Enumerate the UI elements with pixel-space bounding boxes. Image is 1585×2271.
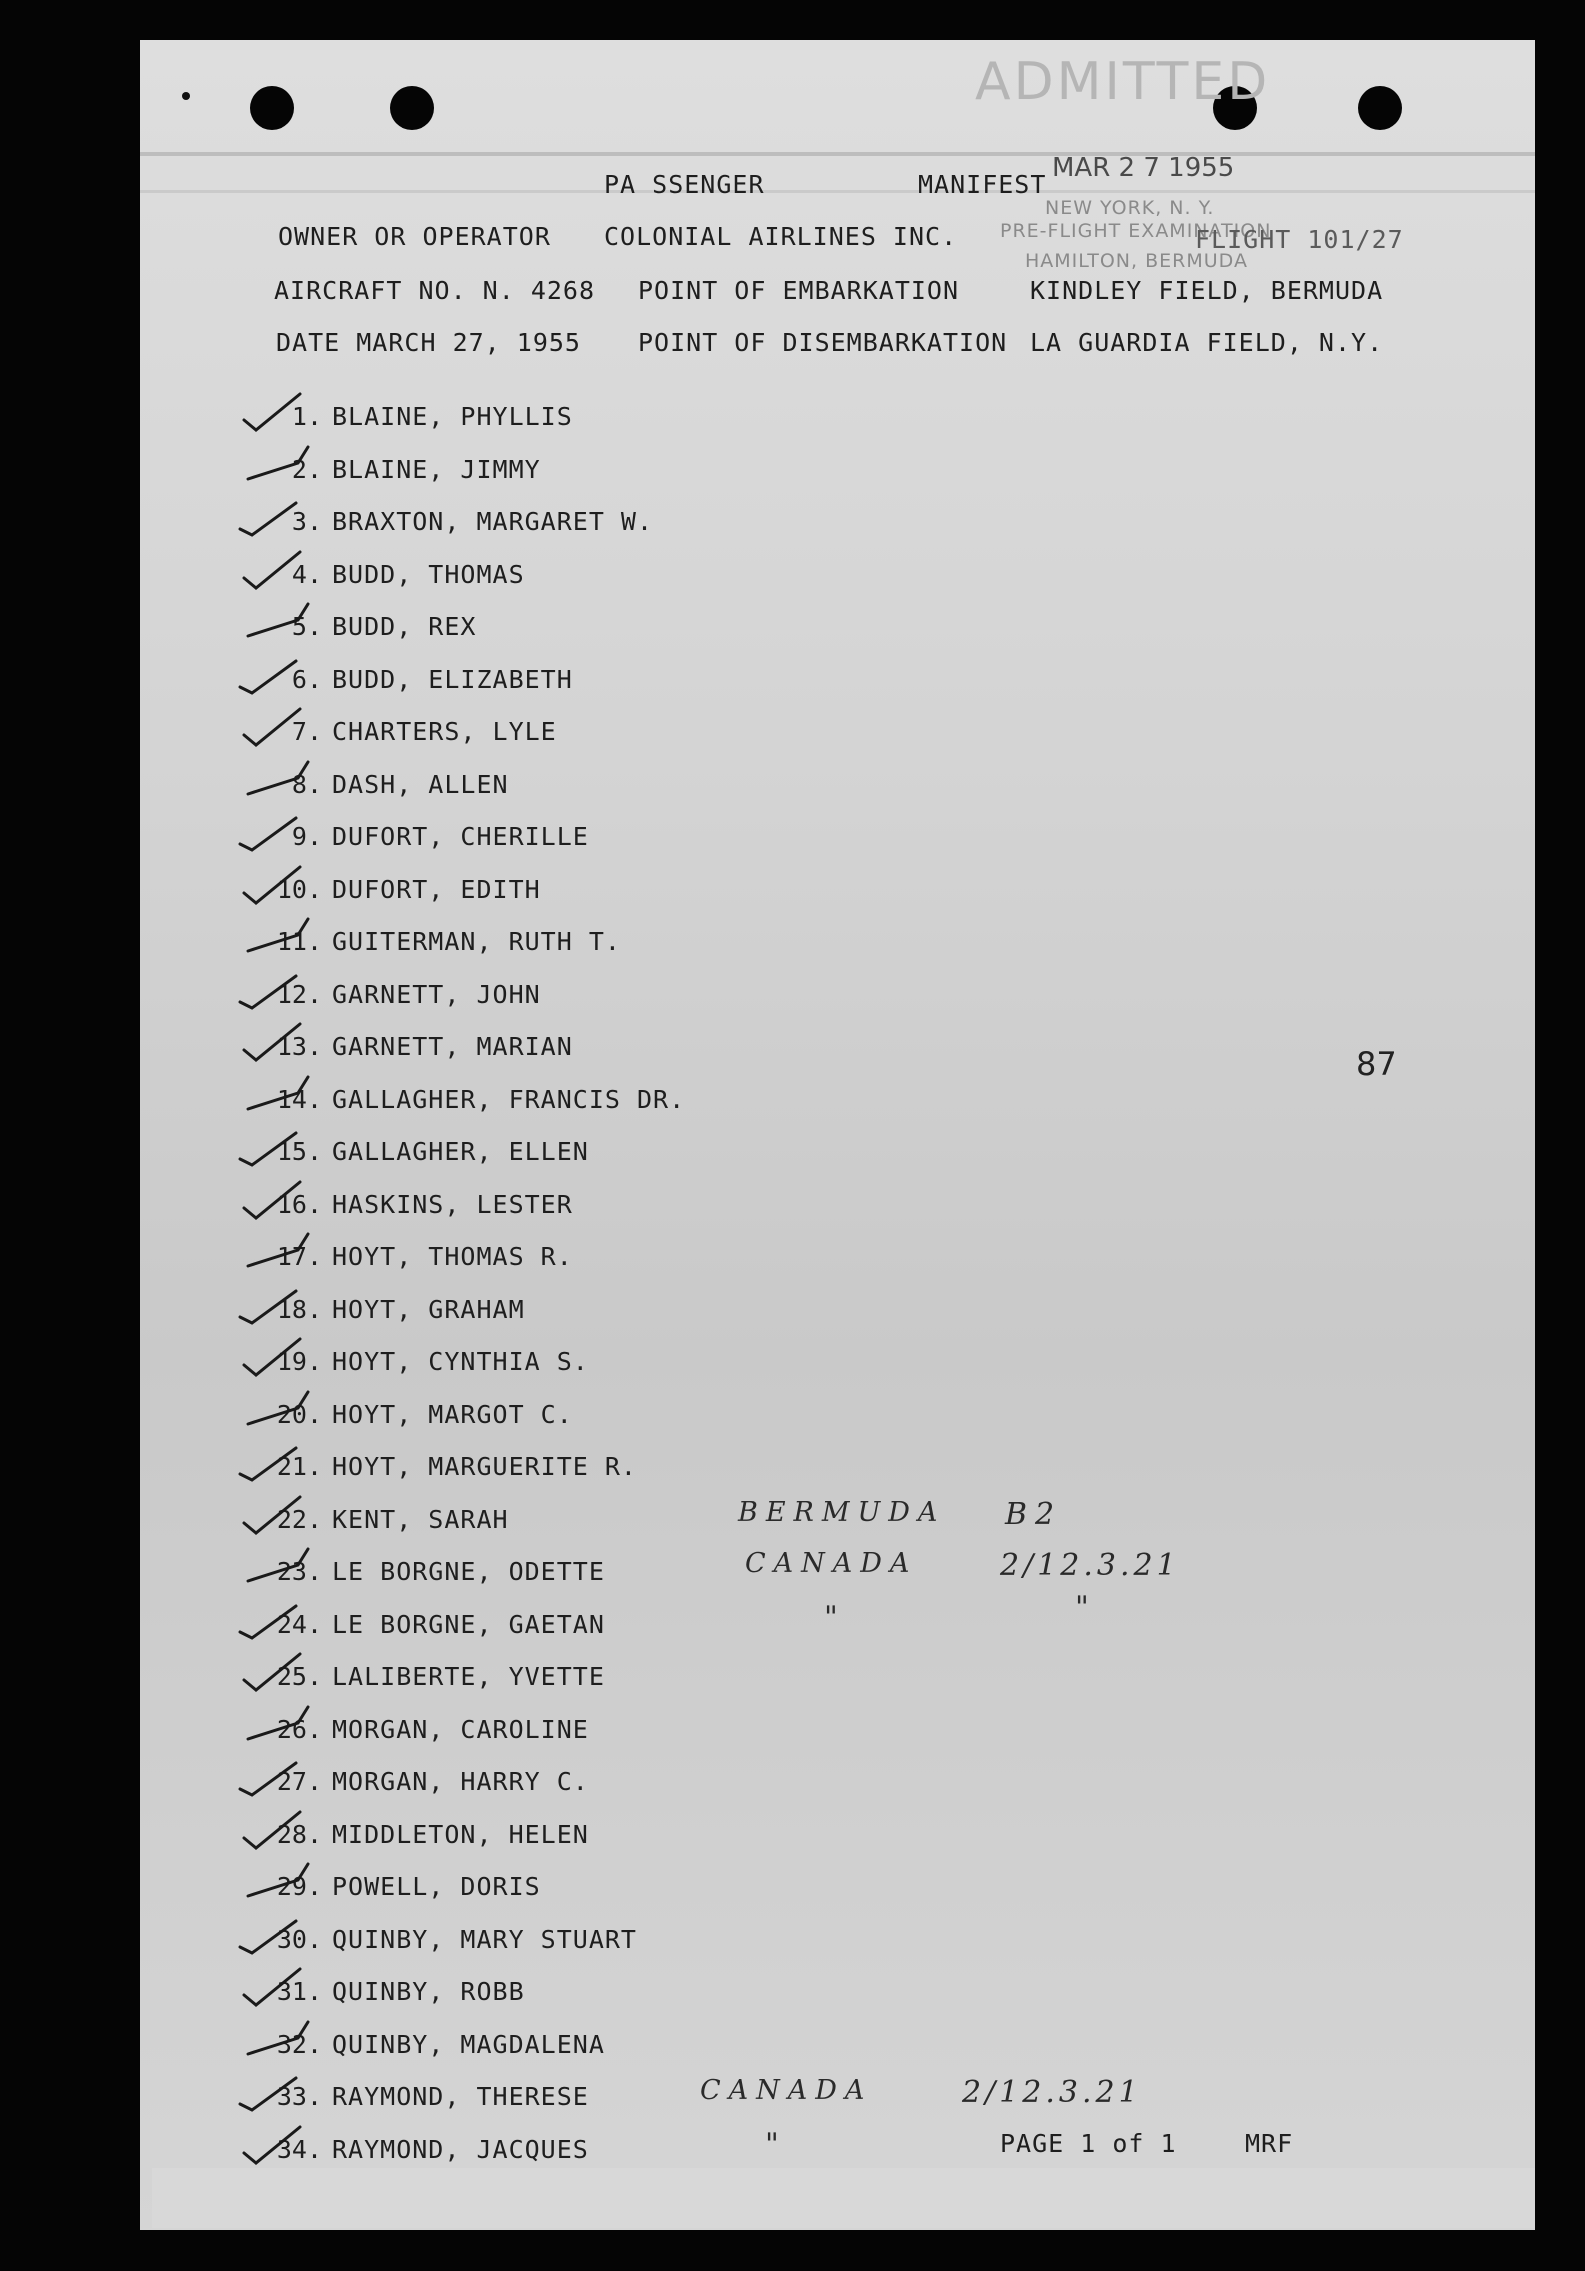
punch-hole-icon	[250, 86, 294, 130]
checkmark-icon	[238, 1545, 318, 1593]
passenger-name: MORGAN, CAROLINE	[332, 1715, 589, 1744]
passenger-name: HOYT, MARGOT C.	[332, 1400, 573, 1429]
passenger-number: 19.	[276, 1347, 322, 1376]
passenger-name: RAYMOND, THERESE	[332, 2082, 589, 2111]
passenger-number: 31.	[276, 1977, 322, 2006]
handwritten-bermuda: BERMUDA	[738, 1497, 946, 1528]
passenger-name: GUITERMAN, RUTH T.	[332, 927, 621, 956]
passenger-number: 13.	[276, 1032, 322, 1061]
checkmark-icon	[238, 1755, 318, 1803]
passenger-name: HOYT, GRAHAM	[332, 1295, 525, 1324]
checkmark-icon	[238, 390, 318, 438]
passenger-name: BUDD, THOMAS	[332, 560, 525, 589]
passenger-name: GALLAGHER, FRANCIS DR.	[332, 1085, 686, 1114]
passenger-name: DUFORT, CHERILLE	[332, 822, 589, 851]
passenger-name: BLAINE, PHYLLIS	[332, 402, 573, 431]
checkmark-icon	[238, 495, 318, 543]
passenger-number: 2.	[291, 455, 322, 484]
passenger-number: 8.	[291, 770, 322, 799]
passenger-name: HOYT, THOMAS R.	[332, 1242, 573, 1271]
passenger-name: CHARTERS, LYLE	[332, 717, 557, 746]
passenger-name: MIDDLETON, HELEN	[332, 1820, 589, 1849]
title-passenger: PA SSENGER	[604, 170, 765, 199]
flight-number: FLIGHT 101/27	[1195, 225, 1404, 254]
passenger-number: 18.	[276, 1295, 322, 1324]
passenger-name: BRAXTON, MARGARET W.	[332, 507, 654, 536]
checkmark-icon	[238, 1283, 318, 1331]
manifest-page	[140, 40, 1535, 2230]
passenger-name: GALLAGHER, ELLEN	[332, 1137, 589, 1166]
passenger-number: 33.	[276, 2082, 322, 2111]
clerk-initials: MRF	[1245, 2129, 1294, 2158]
passenger-name: BLAINE, JIMMY	[332, 455, 541, 484]
checkmark-icon	[238, 810, 318, 858]
stamp-examination: PRE-FLIGHT EXAMINATION	[1000, 220, 1272, 242]
checkmark-icon	[238, 1913, 318, 1961]
passenger-name: POWELL, DORIS	[332, 1872, 541, 1901]
checkmark-icon	[238, 2070, 318, 2118]
handwritten-code: 2/12.3.21	[962, 2075, 1142, 2110]
checkmark-icon	[238, 2018, 318, 2066]
passenger-number: 15.	[276, 1137, 322, 1166]
manifest-date: DATE MARCH 27, 1955	[276, 328, 581, 357]
checkmark-icon	[238, 1598, 318, 1646]
passenger-name: BUDD, ELIZABETH	[332, 665, 573, 694]
checkmark-icon	[238, 1965, 318, 2013]
checkmark-icon	[238, 1440, 318, 1488]
passenger-name: DASH, ALLEN	[332, 770, 509, 799]
checkmark-icon	[238, 548, 318, 596]
passenger-number: 20.	[276, 1400, 322, 1429]
passenger-name: QUINBY, MAGDALENA	[332, 2030, 605, 2059]
passenger-number: 14.	[276, 1085, 322, 1114]
passenger-name: GARNETT, JOHN	[332, 980, 541, 1009]
passenger-name: HOYT, MARGUERITE R.	[332, 1452, 637, 1481]
stamp-location: NEW YORK, N. Y.	[1045, 197, 1215, 219]
title-manifest: MANIFEST	[918, 170, 1047, 199]
passenger-name: LE BORGNE, GAETAN	[332, 1610, 605, 1639]
owner-label: OWNER OR OPERATOR	[278, 222, 551, 251]
checkmark-icon	[238, 758, 318, 806]
passenger-number: 32.	[276, 2030, 322, 2059]
admitted-stamp: ADMITTED	[975, 52, 1271, 112]
passenger-number: 25.	[276, 1662, 322, 1691]
passenger-name: DUFORT, EDITH	[332, 875, 541, 904]
passenger-number: 9.	[291, 822, 322, 851]
passenger-number: 3.	[291, 507, 322, 536]
handwritten-code: B2	[1005, 1497, 1063, 1532]
handwritten-ditto: "	[824, 1600, 846, 1635]
checkmark-icon	[238, 1493, 318, 1541]
embarkation-label: POINT OF EMBARKATION	[638, 276, 960, 305]
handwritten-canada: CANADA	[700, 2075, 873, 2106]
checkmark-icon	[238, 1388, 318, 1436]
handwritten-ditto: "	[765, 2127, 787, 2162]
passenger-number: 22.	[276, 1505, 322, 1534]
aircraft-number: AIRCRAFT NO. N. 4268	[274, 276, 596, 305]
stamp-date: MAR 2 7 1955	[1052, 153, 1235, 183]
checkmark-icon	[238, 968, 318, 1016]
passenger-number: 27.	[276, 1767, 322, 1796]
passenger-number: 34.	[276, 2135, 322, 2164]
checkmark-icon	[238, 705, 318, 753]
passenger-name: HOYT, CYNTHIA S.	[332, 1347, 589, 1376]
fold-line-lower	[140, 190, 1535, 193]
passenger-name: KENT, SARAH	[332, 1505, 509, 1534]
checkmark-icon	[238, 600, 318, 648]
disembarkation-value: LA GUARDIA FIELD, N.Y.	[1030, 328, 1384, 357]
passenger-name: GARNETT, MARIAN	[332, 1032, 573, 1061]
passenger-name: LE BORGNE, ODETTE	[332, 1557, 605, 1586]
checkmark-icon	[238, 863, 318, 911]
passenger-number: 1.	[291, 402, 322, 431]
passenger-number: 23.	[276, 1557, 322, 1586]
punch-hole-icon	[1358, 86, 1402, 130]
passenger-name: LALIBERTE, YVETTE	[332, 1662, 605, 1691]
checkmark-icon	[238, 1335, 318, 1383]
checkmark-icon	[238, 1230, 318, 1278]
passenger-name: BUDD, REX	[332, 612, 477, 641]
fold-line	[140, 152, 1535, 156]
passenger-name: RAYMOND, JACQUES	[332, 2135, 589, 2164]
passenger-number: 11.	[276, 927, 322, 956]
punch-hole-icon	[390, 86, 434, 130]
checkmark-icon	[238, 1125, 318, 1173]
handwritten-code: 2/12.3.21	[1000, 1548, 1180, 1583]
checkmark-icon	[238, 2123, 318, 2171]
checkmark-icon	[238, 1703, 318, 1751]
handwritten-ditto: "	[1075, 1590, 1097, 1625]
checkmark-icon	[238, 443, 318, 491]
passenger-number: 7.	[291, 717, 322, 746]
page-count: PAGE 1 of 1	[1000, 2129, 1177, 2158]
speck	[182, 92, 190, 100]
checkmark-icon	[238, 1808, 318, 1856]
passenger-number: 28.	[276, 1820, 322, 1849]
passenger-number: 29.	[276, 1872, 322, 1901]
checkmark-icon	[238, 1020, 318, 1068]
passenger-number: 30.	[276, 1925, 322, 1954]
passenger-number: 21.	[276, 1452, 322, 1481]
passenger-number: 17.	[276, 1242, 322, 1271]
checkmark-icon	[238, 1650, 318, 1698]
checkmark-icon	[238, 1178, 318, 1226]
passenger-name: MORGAN, HARRY C.	[332, 1767, 589, 1796]
embarkation-value: KINDLEY FIELD, BERMUDA	[1030, 276, 1384, 305]
passenger-number: 16.	[276, 1190, 322, 1219]
owner-value: COLONIAL AIRLINES INC.	[604, 222, 958, 251]
page-number: 87	[1356, 1045, 1397, 1083]
handwritten-canada: CANADA	[745, 1548, 918, 1579]
passenger-name: QUINBY, MARY STUART	[332, 1925, 637, 1954]
stamp-city: HAMILTON, BERMUDA	[1025, 250, 1248, 272]
page-bottom-edge	[152, 2168, 1535, 2228]
passenger-number: 10.	[276, 875, 322, 904]
passenger-name: QUINBY, ROBB	[332, 1977, 525, 2006]
passenger-name: HASKINS, LESTER	[332, 1190, 573, 1219]
checkmark-icon	[238, 1073, 318, 1121]
checkmark-icon	[238, 653, 318, 701]
disembarkation-label: POINT OF DISEMBARKATION	[638, 328, 1008, 357]
passenger-number: 6.	[291, 665, 322, 694]
passenger-number: 24.	[276, 1610, 322, 1639]
checkmark-icon	[238, 1860, 318, 1908]
passenger-number: 26.	[276, 1715, 322, 1744]
passenger-number: 5.	[291, 612, 322, 641]
checkmark-icon	[238, 915, 318, 963]
passenger-number: 12.	[276, 980, 322, 1009]
passenger-number: 4.	[291, 560, 322, 589]
